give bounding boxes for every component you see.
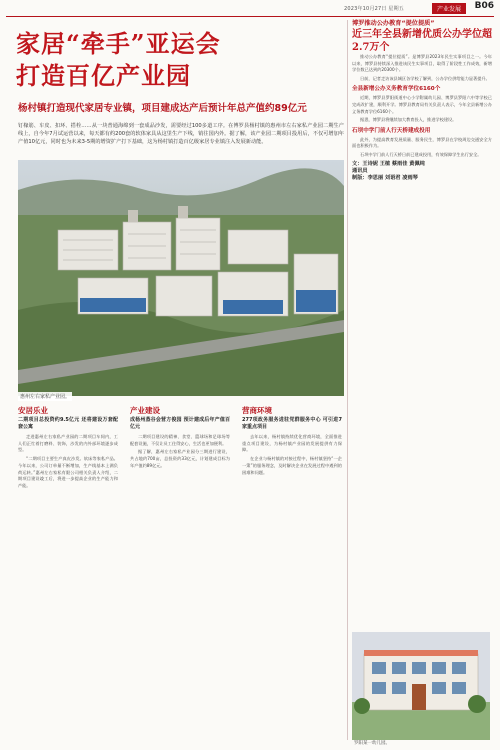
page-header xyxy=(0,0,500,16)
section-subheading: 成杨州蒸谷会营方俊园 预计建成后年产值百亿元 xyxy=(130,417,230,430)
sub-headline: 杨村镇打造现代家居专业镇，项目建成达产后预计年总产值约89亿元 xyxy=(18,103,307,114)
headline-line-2: 打造百亿产业园 xyxy=(16,61,191,90)
paragraph: 去年以来，杨村镇持续优化营商环境，全面推进重点项目建设，为杨村镇产业园的发展提供有力保障。 xyxy=(242,434,342,453)
sidebar-body xyxy=(352,54,492,159)
headline-line-1: 家居“牵手”亚运会 xyxy=(16,29,221,58)
section-heading: 营商环境 xyxy=(242,406,272,415)
paragraph: 近期，博罗县罗阳街道中心小学附属幼儿园、博罗县罗阳六中等学校已完成改扩建，顺利开学。博罗县教育局有关负责人表示，今年全县新增公办义务教育学位6160个。 xyxy=(352,95,492,114)
issue-date: 2023年10月27日 星期五 xyxy=(343,6,404,12)
sidebar-kicker: 博罗推动公办教育“提位提质” xyxy=(352,20,435,27)
page-number: B06 xyxy=(474,1,494,11)
byline: 文：王诗妮 王植 蔡雨佳 黄佩纯 xyxy=(352,160,425,167)
sidebar-article xyxy=(352,20,492,182)
paragraph: “二期项目主要生产真皮沙发。软床等家私产品。今年以来，公司订单量不断增加，生产线基本上满负荷运转。”惠州左右家私有限公司相关负责人介绍，二期项目建设竣工后，将进一步提高企业的生产能力和产能。 xyxy=(18,456,118,488)
industrial-park-photo xyxy=(18,160,344,396)
sidebar-photo-caption: 罗阳某一幼儿园。 xyxy=(354,741,390,746)
kindergarten-photo xyxy=(352,632,490,740)
paragraph: 在企业与杨村镇的对接过程中，杨村镇坚持“一企一策”的服务理念，及时解决企业在发展过程中遇到的困难和问题。 xyxy=(242,456,342,475)
paragraph: 走进惠州左右家私产业园的二期项目车间内，工人们正忙着打磨料、装饰，沙发的内外部环境逐步成型。 xyxy=(18,434,118,453)
paragraph: 日前，记者走访该县城区各学校了解到，公办学位供给能力显著提升。 xyxy=(360,75,490,81)
photo-caption: 惠州左右家私产业园。 xyxy=(20,394,71,400)
paragraph: 此外，为提高教育发展质量、服务民生，博罗县在学校周边交通安全方面也积极作为。 xyxy=(352,136,492,149)
sidebar-title: 近三年全县新增优质公办学位超2.7万个 xyxy=(352,29,492,53)
paragraph: 据了解，惠州左右家私产业园分三期进行建设，共占地约700亩，总投资约33亿元，计划建成目标为年产值约89亿元。 xyxy=(130,449,230,468)
section-heading: 产业建设 xyxy=(130,406,160,415)
byline: 通讯员 xyxy=(352,167,368,174)
paragraph: 据悉，博罗县将继续加大教育投入，推进学校建设。 xyxy=(360,117,457,123)
section-subheading: 二期项目总投资约9.5亿元 还将建设万套配套公寓 xyxy=(18,417,118,430)
paragraph: 推动公办教育“提位提质”。是博罗县2023年民生实事项目之一。今年以来，博罗县持续深入推进该民生实事项目，取得了阶段性工作成效，新增学位数已达到约20300个。 xyxy=(352,54,492,73)
byline: 制版：李思丽 刘语君 凌雨琴 xyxy=(352,174,418,181)
aerial-illustration xyxy=(18,160,344,396)
header-rule xyxy=(6,16,494,17)
column-2 xyxy=(130,404,230,472)
column-3 xyxy=(242,404,342,478)
section-tag: 产业发展 xyxy=(432,3,466,14)
kindergarten-illustration xyxy=(352,632,490,740)
paragraph: 二期项目建设的精神、食堂、篮球场和足球场等配套设施，不仅让员工住得安心，生活也更加便利。 xyxy=(130,434,230,446)
section-subheading: 277项政务服务进驻党群服务中心 可引进7家重点项目 xyxy=(242,417,342,430)
column-1 xyxy=(18,404,118,492)
column-divider xyxy=(347,20,348,740)
section-heading: 安居乐业 xyxy=(18,406,48,415)
lead-paragraph: 钉椽筋、车皮、扣环、搭栓……从一块普通海绵到一套成品沙发，需要经过100多道工序。在博罗县杨村镇的惠州市左右家私产业园二期生产线上，自今年7月试运营以来，每天都有约200套的软体家具从这里生产下线，销往国内外。据了解，该产业园二期项目投用后，不仅可增加年产值10亿元，同时也为未来3-5期的增资扩产打下基础，这为杨村镇打造百亿级家居专业镇注入发展新动能。 xyxy=(18,123,344,145)
sidebar-subheading: 石坝中学门前人行天桥建成投用 xyxy=(352,127,431,134)
paragraph: 石坝中学门前人行天桥日前已建成投用，有效保障学生出行安全。 xyxy=(360,151,482,157)
main-headline xyxy=(16,28,346,92)
sidebar-subheading: 全县新增公办义务教育学位6160个 xyxy=(352,86,441,93)
